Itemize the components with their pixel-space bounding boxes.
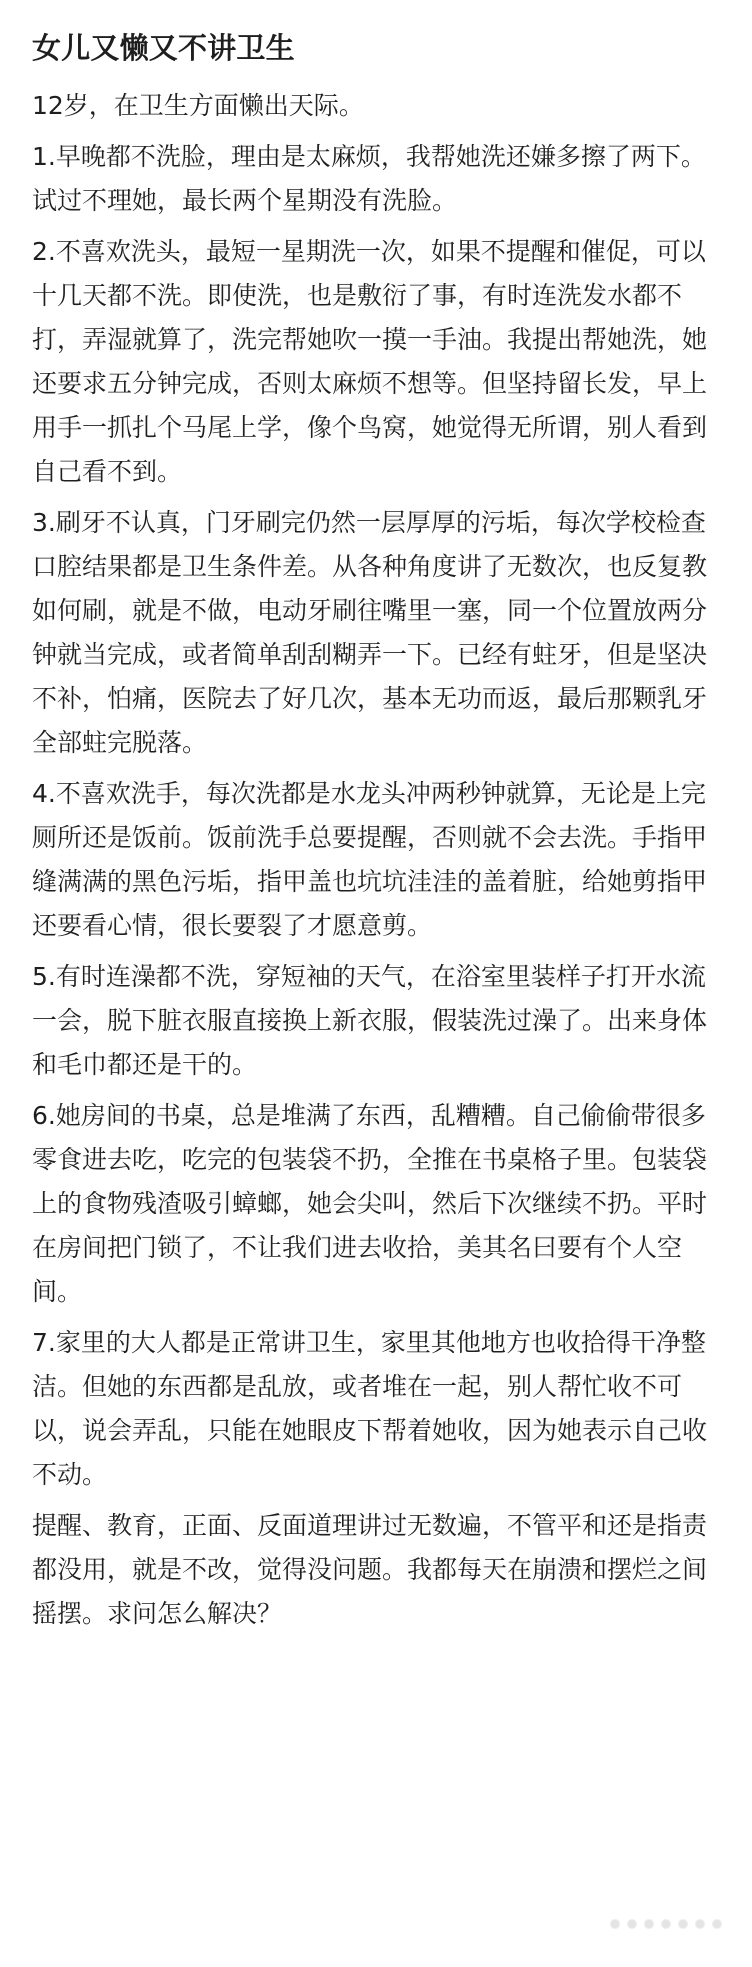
watermark-dot-icon: [712, 1919, 722, 1929]
watermark-dot-icon: [610, 1919, 620, 1929]
post-paragraph-intro: 12岁，在卫生方面懒出天际。: [32, 91, 364, 120]
watermark-dot-icon: [644, 1919, 654, 1929]
post-paragraph-household-tidiness: 7.家里的大人都是正常讲卫生，家里其他地方也收拾得干净整洁。但她的东西都是乱放，或者堆在一起，别人帮忙收不可以，说会弄乱，只能在她眼皮下帮着她收，因为她表示自己收不动。: [32, 1328, 708, 1489]
watermark-dot-icon: [695, 1919, 705, 1929]
post-paragraph-hair-washing: 2.不喜欢洗头，最短一星期洗一次，如果不提醒和催促，可以十几天都不洗。即使洗，也是敷衍了事，有时连洗发水都不打，弄湿就算了，洗完帮她吹一摸一手油。我提出帮她洗，她还要求五分钟完成，否则太麻烦不想等。但坚持留长发，早上用手一抓扎个马尾上学，像个鸟窝，她觉得无所谓，别人看到自己看不到。: [32, 237, 708, 486]
watermark-dot-icon: [678, 1919, 688, 1929]
post-paragraph-closing-question: 提醒、教育，正面、反面道理讲过无数遍，不管平和还是指责都没用，就是不改，觉得没问题。我都每天在崩溃和摆烂之间摇摆。求问怎么解决？: [32, 1511, 708, 1628]
post-paragraph-desk-room: 6.她房间的书桌，总是堆满了东西，乱糟糟。自己偷偷带很多零食进去吃，吃完的包装袋不扔，全推在书桌格子里。包装袋上的食物残渣吸引蟑螂，她会尖叫，然后下次继续不扔。平时在房间把门锁了，不让我们进去收拾，美其名曰要有个人空间。: [32, 1101, 708, 1306]
faint-watermark: [610, 1915, 726, 1933]
post-content: [32, 26, 727, 1643]
watermark-dot-icon: [627, 1919, 637, 1929]
post-paragraph-face-washing: 1.早晚都不洗脸，理由是太麻烦，我帮她洗还嫌多擦了两下。试过不理她，最长两个星期没有洗脸。: [32, 142, 706, 215]
post-title: 女儿又懒又不讲卫生: [32, 31, 295, 65]
post-paragraph-bathing: 5.有时连澡都不洗，穿短袖的天气，在浴室里装样子打开水流一会，脱下脏衣服直接换上新衣服，假装洗过澡了。出来身体和毛巾都还是干的。: [32, 962, 708, 1079]
post-paragraph-tooth-brushing: 3.刷牙不认真，门牙刷完仍然一层厚厚的污垢，每次学校检查口腔结果都是卫生条件差。从各种角度讲了无数次，也反复教如何刷，就是不做，电动牙刷往嘴里一塞，同一个位置放两分钟就当完成，或者简单刮刮糊弄一下。已经有蛀牙，但是坚决不补，怕痛，医院去了好几次，基本无功而返，最后那颗乳牙全部蛀完脱落。: [32, 508, 708, 757]
watermark-dot-icon: [661, 1919, 671, 1929]
post-paragraph-hand-washing: 4.不喜欢洗手，每次洗都是水龙头冲两秒钟就算，无论是上完厕所还是饭前。饭前洗手总要提醒，否则就不会去洗。手指甲缝满满的黑色污垢，指甲盖也坑坑洼洼的盖着脏，给她剪指甲还要看心情，很长要裂了才愿意剪。: [32, 779, 708, 940]
